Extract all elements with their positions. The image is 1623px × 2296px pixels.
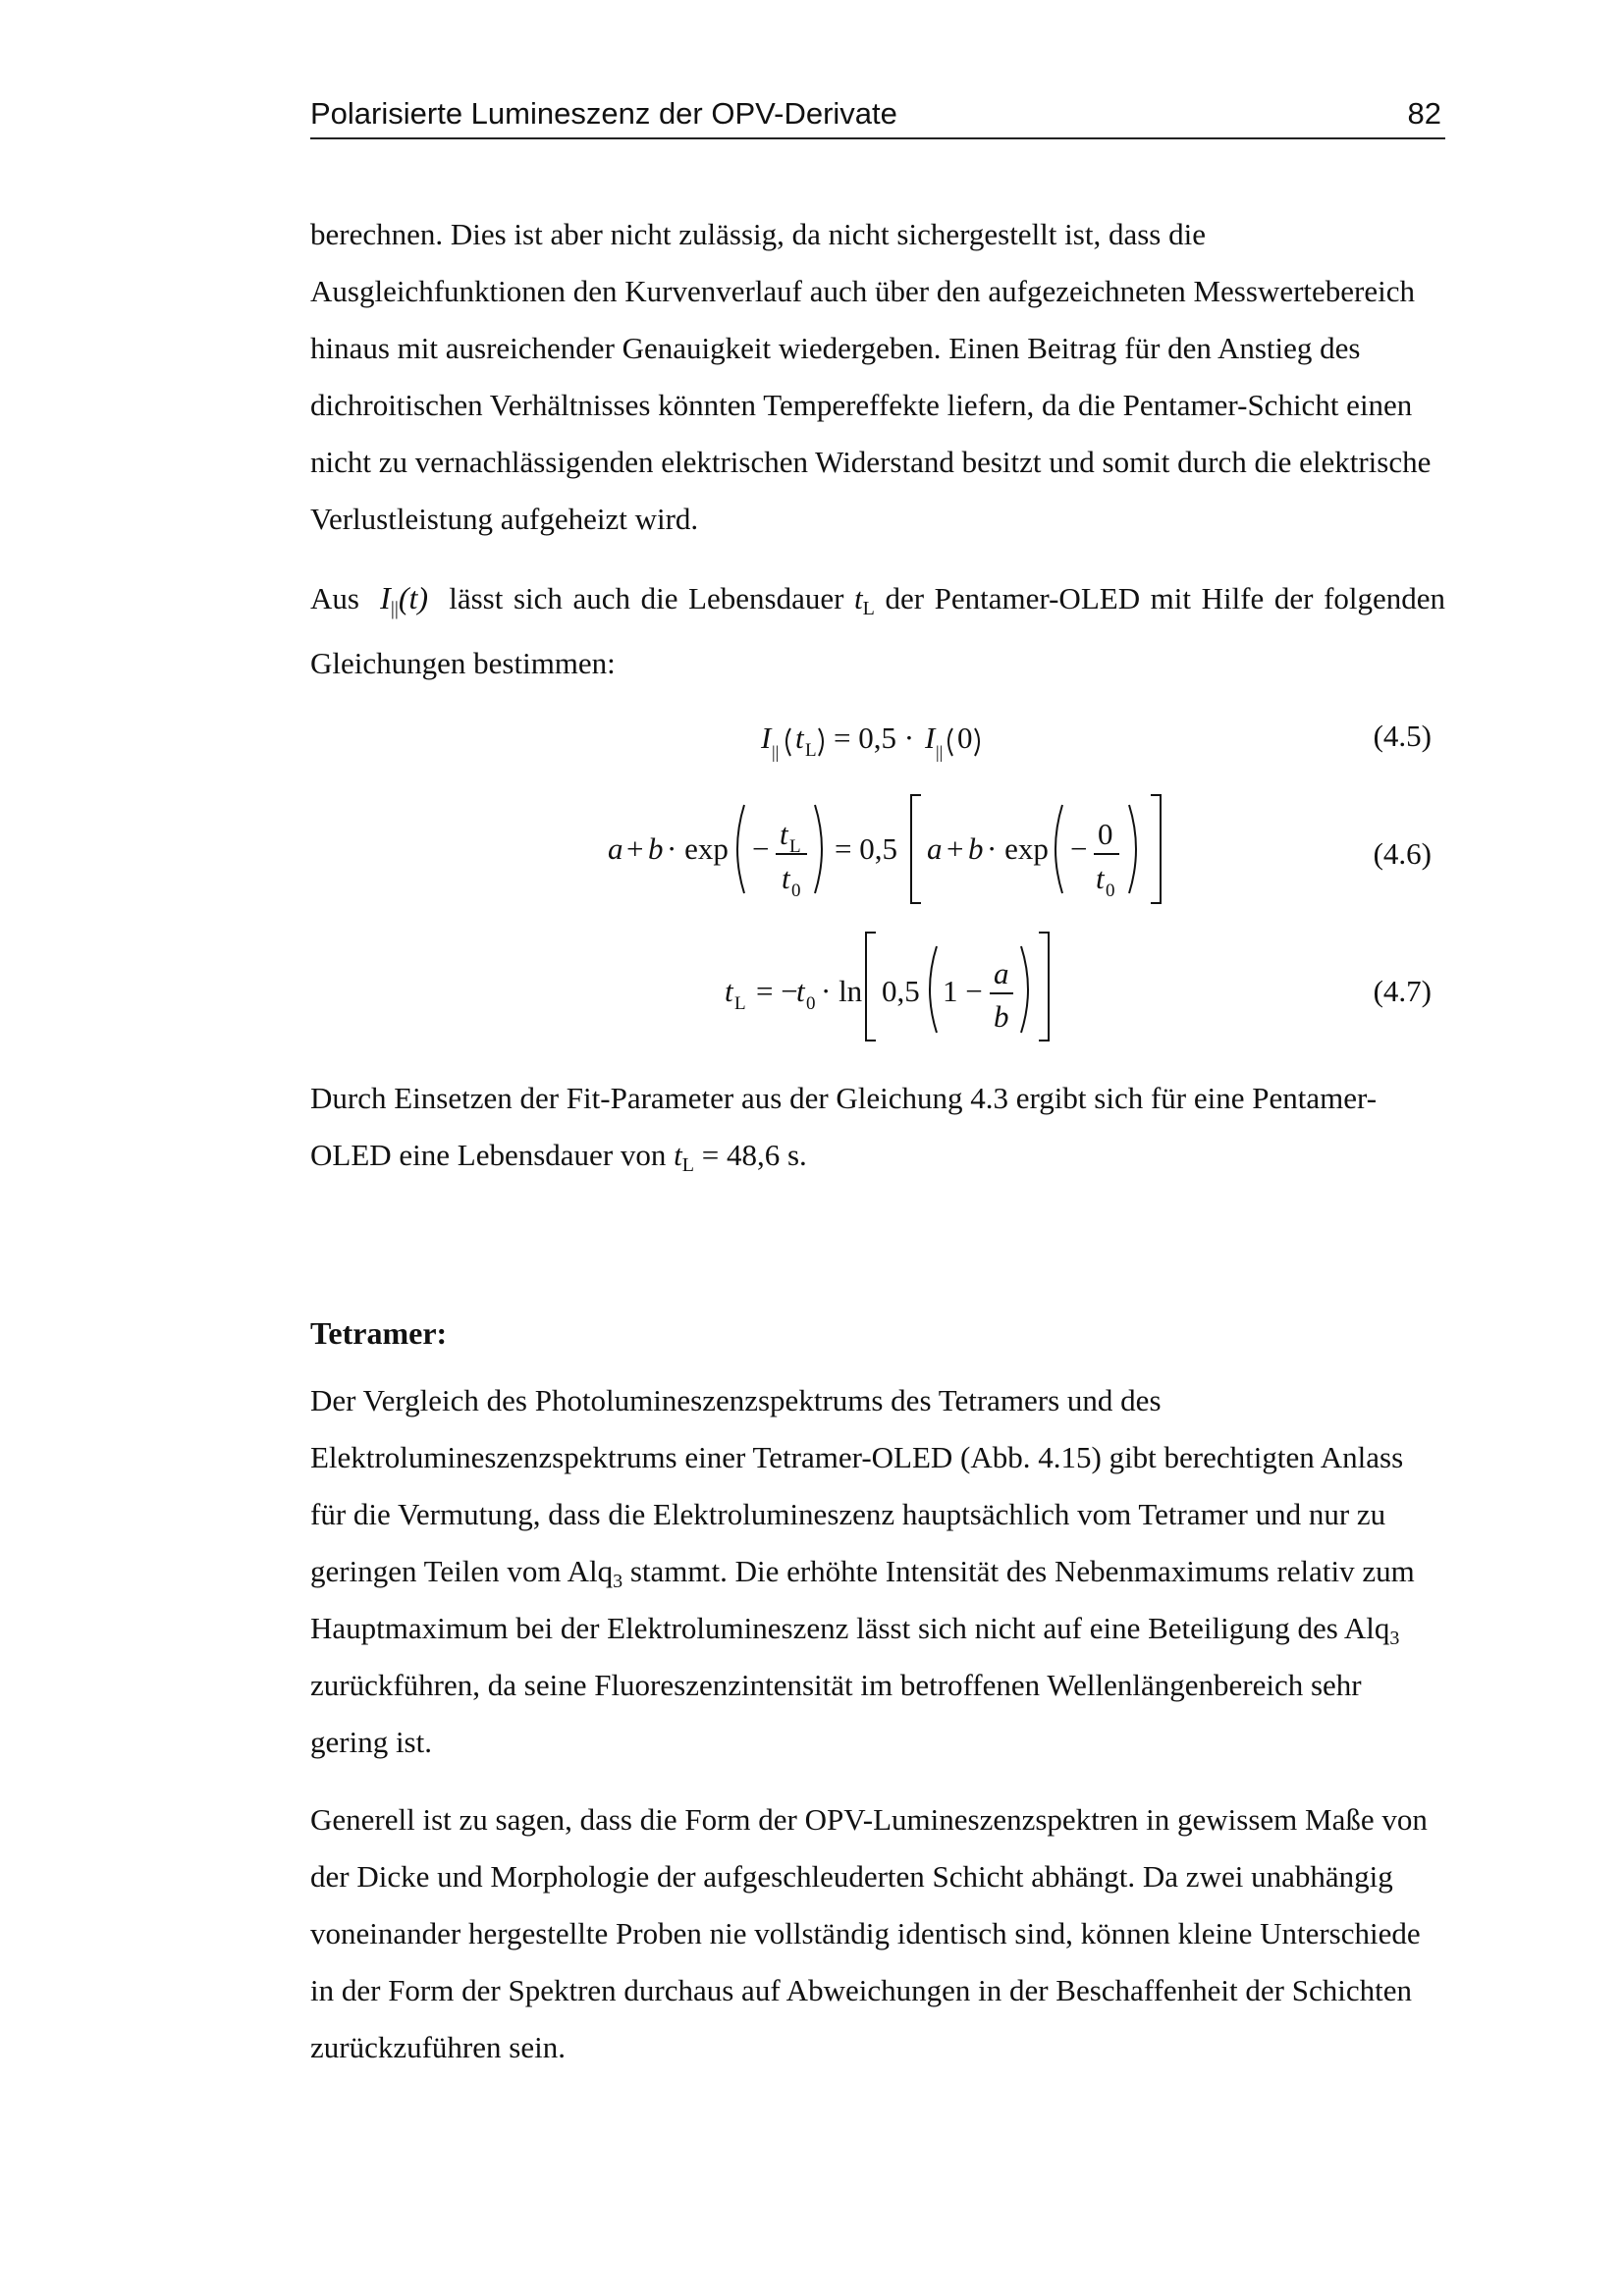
svg-text:1 −: 1 − bbox=[943, 974, 983, 1008]
inline-formula-i-par-t: $I_{||}(t)$ bbox=[380, 580, 429, 619]
svg-text:−: − bbox=[1070, 831, 1088, 866]
svg-text:0: 0 bbox=[791, 881, 801, 901]
paragraph-2-mid: lässt sich auch die Lebensdauer bbox=[449, 581, 844, 615]
paragraph-3-sub-l: L bbox=[681, 1154, 694, 1176]
svg-text:b: b bbox=[968, 831, 984, 866]
equation-4-5 bbox=[310, 707, 1445, 766]
paragraph-4-part-2: stammt. Die erhöhte Intensität des Nebenmaximums relativ zum Hauptmaximum bei der Elektrolumineszenz lässt sich nicht auf eine Beteiligung des Alq bbox=[310, 1554, 1415, 1645]
svg-text:||: || bbox=[772, 742, 780, 762]
paragraph-5 bbox=[310, 1791, 1445, 2076]
svg-text:0: 0 bbox=[957, 721, 973, 755]
paragraph-3-var-t: t bbox=[674, 1138, 682, 1172]
paragraph-3 bbox=[310, 1070, 1445, 1184]
paragraph-5-text: Generell ist zu sagen, dass die Form der OPV-Lumineszenzspektren in gewissem Maße von der Dicke und Morphologie der aufgeschleuderten Schicht abhängt. Da zwei unabhängig voneinander hergestellte Proben nie vollständig identisch sind, können kleine Unterschiede in der Form der Spektren durchaus auf Abweichungen in der Beschaffenheit der Schichten zurückzuführen sein. bbox=[310, 1802, 1428, 2064]
equation-4-6 bbox=[310, 795, 1445, 903]
paragraph-4-sub-2: 3 bbox=[1389, 1628, 1400, 1649]
svg-text:= −: = − bbox=[756, 974, 798, 1008]
svg-text:a: a bbox=[927, 831, 943, 866]
equation-4-7-formula bbox=[310, 933, 1445, 1041]
paragraph-1-text: berechnen. Dies ist aber nicht zulässig, da nicht sichergestellt ist, dass die Ausgleichfunktionen den Kurvenverlauf auch über den aufgezeichneten Messwertebereich hinaus mit ausreichender Genauigkeit wiedergeben. Einen Beitrag für den Anstieg des dichroitischen Verhältnisses könnten Tempereffekte liefern, da die Pentamer-Schicht einen nicht zu vernachlässigenden elektrischen Widerstand besitzt und somit durch die elektrische Verlustleistung aufgeheizt wird. bbox=[310, 217, 1432, 536]
svg-text:I: I bbox=[761, 721, 772, 755]
equation-4-6-formula bbox=[310, 795, 1445, 903]
paragraph-2-text bbox=[310, 565, 1445, 696]
svg-text:t: t bbox=[1096, 861, 1105, 895]
equation-4-7 bbox=[310, 933, 1445, 1041]
svg-text:t: t bbox=[796, 974, 805, 1008]
svg-text:L: L bbox=[789, 836, 801, 857]
svg-text:+: + bbox=[626, 831, 644, 866]
paragraph-4 bbox=[310, 1372, 1445, 1771]
svg-text:· exp: · exp bbox=[987, 831, 1049, 866]
svg-text:b: b bbox=[648, 831, 664, 866]
svg-text:a: a bbox=[994, 956, 1009, 990]
paragraph-3-text bbox=[310, 1070, 1445, 1184]
svg-text:= 0,5 ·: = 0,5 · bbox=[834, 721, 915, 755]
svg-text:0: 0 bbox=[1106, 881, 1115, 901]
inline-sub-l: L bbox=[862, 598, 875, 619]
svg-text:L: L bbox=[805, 740, 817, 761]
equation-4-6-number: (4.6) bbox=[1373, 836, 1432, 871]
equation-4-7-number: (4.7) bbox=[1373, 974, 1432, 1008]
paragraph-1 bbox=[310, 206, 1445, 548]
svg-text:· exp: · exp bbox=[667, 831, 729, 866]
svg-text:t: t bbox=[782, 861, 790, 895]
svg-text:t: t bbox=[725, 974, 733, 1008]
svg-text:+: + bbox=[947, 831, 964, 866]
paragraph-4-text bbox=[310, 1372, 1445, 1771]
svg-text:a: a bbox=[608, 831, 623, 866]
svg-text:0,5: 0,5 bbox=[882, 974, 920, 1008]
paragraph-3-value: = 48,6 s. bbox=[701, 1138, 807, 1172]
svg-text:I: I bbox=[925, 721, 936, 755]
svg-text:· ln: · ln bbox=[821, 974, 863, 1008]
svg-text:−: − bbox=[752, 831, 770, 866]
equation-4-5-formula bbox=[310, 707, 1445, 766]
inline-var-t: t bbox=[854, 581, 863, 615]
paragraph-4-part-1: Der Vergleich des Photolumineszenzspektrums des Tetramers und des Elektrolumineszenzspektrums einer Tetramer-OLED (Abb. 4.15) gibt berechtigten Anlass für die Vermutung, dass die Elektrolumineszenz hauptsächlich vom Tetramer und nur zu geringen Teilen vom Alq bbox=[310, 1383, 1404, 1588]
svg-text:b: b bbox=[994, 999, 1009, 1034]
equation-4-5-number: (4.5) bbox=[1373, 719, 1432, 753]
svg-text:0: 0 bbox=[1098, 817, 1113, 851]
paragraph-2 bbox=[310, 565, 1445, 696]
header-title: Polarisierte Lumineszenz der OPV-Derivate bbox=[310, 96, 897, 131]
svg-text:0: 0 bbox=[806, 993, 816, 1014]
svg-text:= 0,5: = 0,5 bbox=[835, 831, 897, 866]
svg-text:||: || bbox=[936, 742, 944, 762]
running-header bbox=[310, 96, 1445, 139]
paragraph-2-before: Aus bbox=[310, 581, 359, 615]
svg-text:t: t bbox=[780, 817, 788, 851]
svg-text:t: t bbox=[795, 721, 804, 755]
page-number: 82 bbox=[1407, 96, 1441, 131]
paragraph-4-part-3: zurückführen, da seine Fluoreszenzintensität im betroffenen Wellenlängenbereich sehr gering ist. bbox=[310, 1668, 1362, 1759]
paragraph-4-sub-1: 3 bbox=[613, 1571, 623, 1592]
section-heading: Tetramer: bbox=[310, 1315, 448, 1351]
paragraph-3-body: Durch Einsetzen der Fit-Parameter aus der Gleichung 4.3 ergibt sich für eine Pentamer-OLED eine Lebensdauer von bbox=[310, 1081, 1378, 1172]
svg-text:L: L bbox=[734, 993, 746, 1014]
paragraph-2-after: der Pentamer-OLED mit Hilfe der folgenden Gleichungen bestimmen: bbox=[310, 581, 1446, 680]
